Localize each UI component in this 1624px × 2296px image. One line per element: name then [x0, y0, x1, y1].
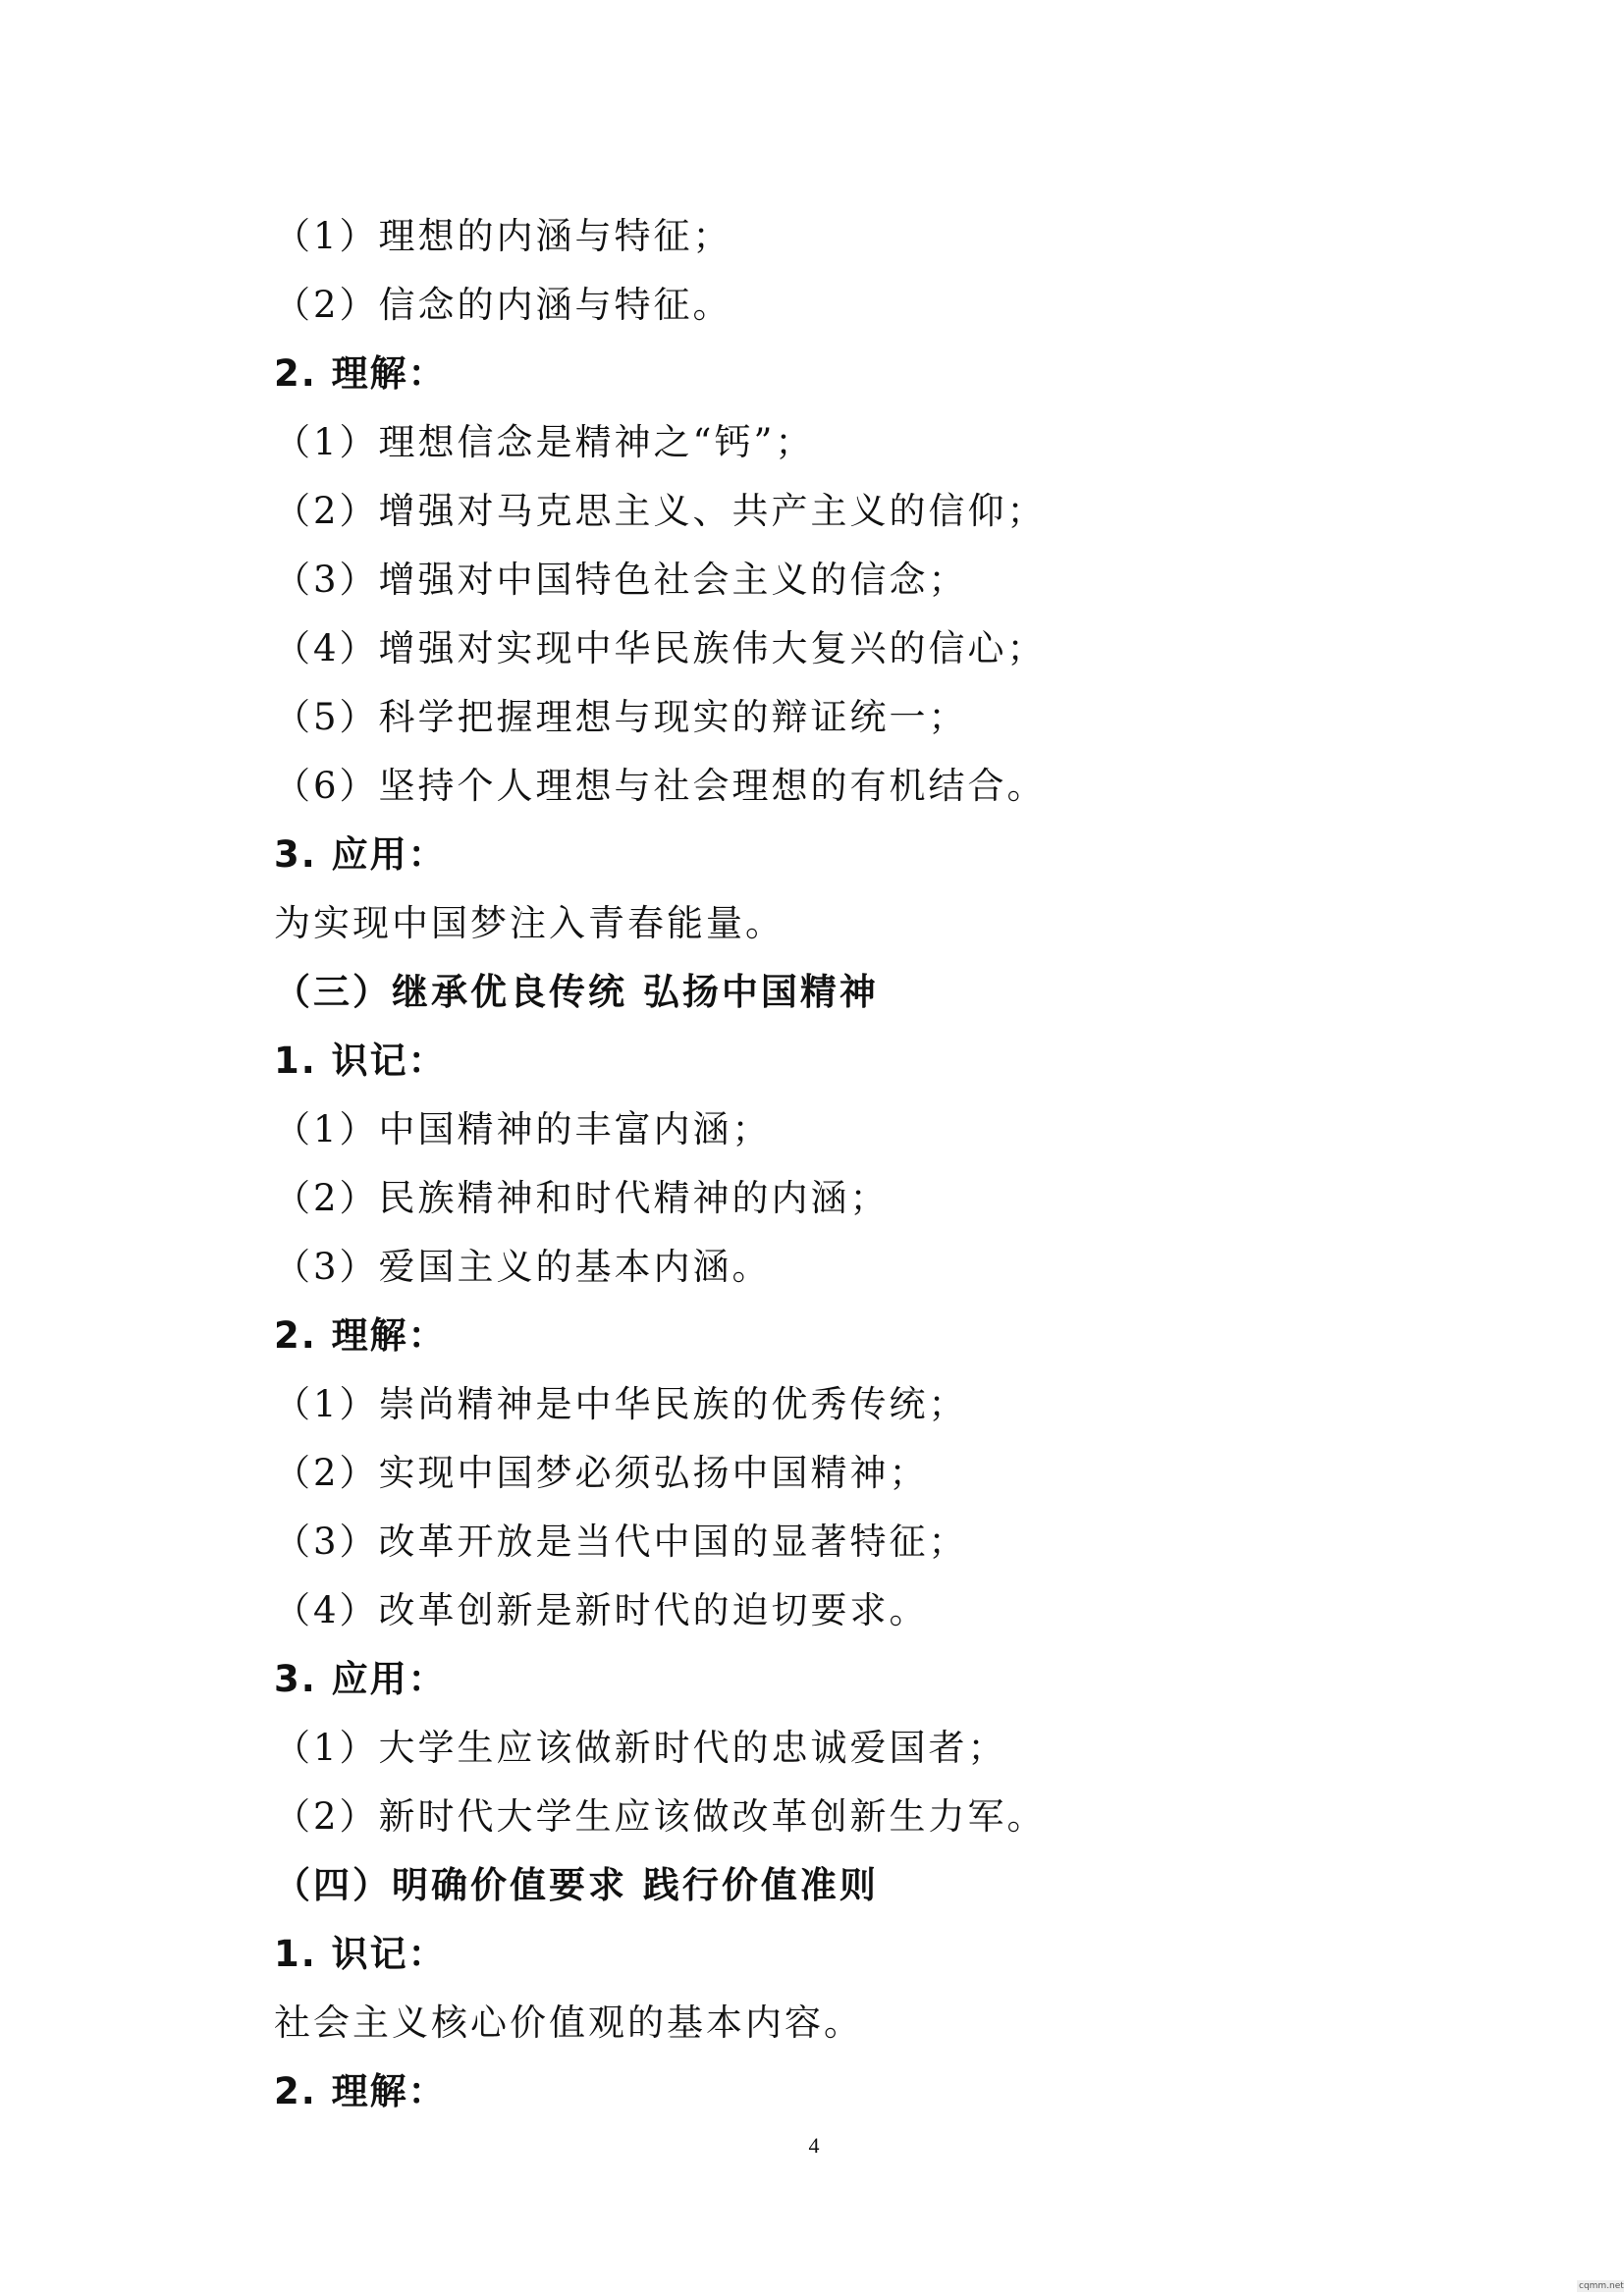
section-heading: （三）继承优良传统 弘扬中国精神 [274, 971, 879, 1013]
list-item: （2）信念的内涵与特征。 [274, 284, 732, 326]
subheading: 3. 应用： [274, 1658, 447, 1700]
list-item: （2）实现中国梦必须弘扬中国精神； [274, 1452, 929, 1494]
list-item: （1）中国精神的丰富内涵； [274, 1108, 772, 1150]
subheading: 2. 理解： [274, 2070, 447, 2112]
section-heading: （四）明确价值要求 践行价值准则 [274, 1864, 879, 1906]
paragraph: 为实现中国梦注入青春能量。 [274, 902, 785, 944]
list-item: （2）增强对马克思主义、共产主义的信仰； [274, 490, 1047, 532]
watermark: cqmm.net [1579, 2281, 1624, 2291]
list-item: （4）增强对实现中华民族伟大复兴的信心； [274, 627, 1047, 669]
list-item: （3）爱国主义的基本内涵。 [274, 1246, 772, 1288]
list-item: （3）改革开放是当代中国的显著特征； [274, 1521, 968, 1563]
list-item: （1）大学生应该做新时代的忠诚爱国者； [274, 1727, 1007, 1769]
subheading: 3. 应用： [274, 833, 447, 876]
subheading: 2. 理解： [274, 1314, 447, 1357]
list-item: （2）民族精神和时代精神的内涵； [274, 1177, 890, 1219]
list-item: （1）崇尚精神是中华民族的优秀传统； [274, 1383, 968, 1425]
paragraph: 社会主义核心价值观的基本内容。 [274, 2002, 863, 2044]
list-item: （5）科学把握理想与现实的辩证统一； [274, 696, 968, 738]
subheading: 1. 识记： [274, 1040, 447, 1082]
list-item: （3）增强对中国特色社会主义的信念； [274, 559, 968, 601]
list-item: （6）坚持个人理想与社会理想的有机结合。 [274, 765, 1047, 807]
list-item: （4）改革创新是新时代的迫切要求。 [274, 1589, 929, 1631]
list-item: （1）理想的内涵与特征； [274, 215, 732, 257]
subheading: 2. 理解： [274, 352, 447, 395]
list-item: （2）新时代大学生应该做改革创新生力军。 [274, 1795, 1047, 1838]
subheading: 1. 识记： [274, 1933, 447, 1975]
list-item: （1）理想信念是精神之“钙”； [274, 421, 815, 463]
page-number: 4 [808, 2133, 820, 2158]
